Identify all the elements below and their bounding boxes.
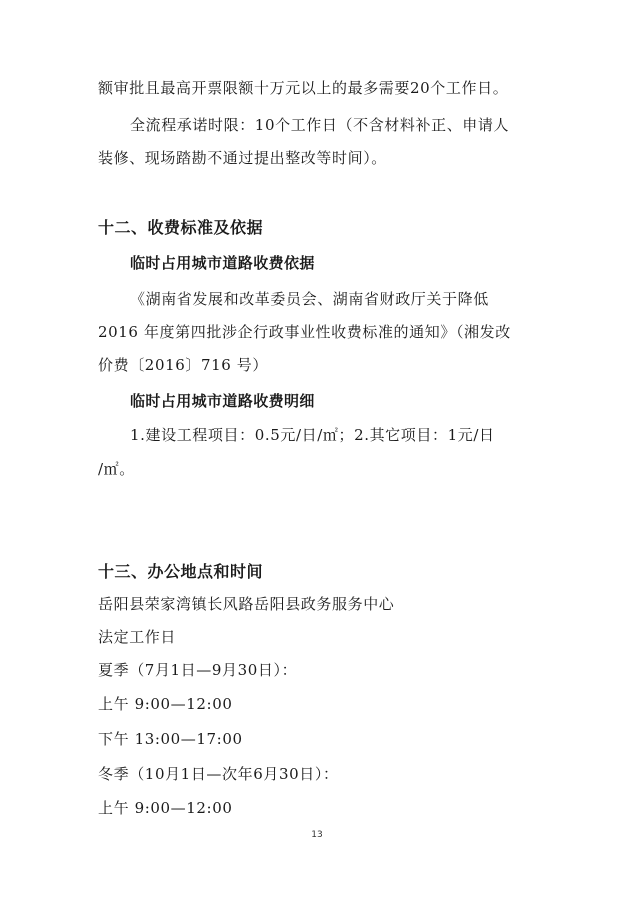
paragraph-line: /㎡。 (98, 460, 135, 478)
paragraph-line: 2016 年度第四批涉企行政事业性收费标准的通知》（湘发改 (98, 323, 511, 341)
paragraph-line: 全流程承诺时限：10个工作日（不含材料补正、申请人 (130, 116, 510, 134)
subheading-fee-basis: 临时占用城市道路收费依据 (130, 254, 315, 272)
summer-afternoon-hours: 下午 13:00—17:00 (98, 730, 243, 748)
section-heading-13: 十三、办公地点和时间 (98, 562, 264, 581)
paragraph-line: 额审批且最高开票限额十万元以上的最多需要20个工作日。 (98, 79, 509, 97)
subheading-fee-detail: 临时占用城市道路收费明细 (130, 392, 315, 410)
section-heading-12: 十二、收费标准及依据 (98, 218, 264, 237)
office-address: 岳阳县荣家湾镇长风路岳阳县政务服务中心 (98, 595, 395, 613)
summer-morning-hours: 上午 9:00—12:00 (98, 695, 233, 713)
paragraph-line: 价费〔2016〕716 号） (98, 356, 268, 374)
paragraph-line: 《湖南省发展和改革委员会、湖南省财政厅关于降低 (130, 290, 489, 308)
summer-schedule-label: 夏季（7月1日—9月30日）： (98, 661, 298, 679)
winter-schedule-label: 冬季（10月1日—次年6月30日）： (98, 765, 339, 783)
paragraph-line: 1.建设工程项目：0.5元/日/㎡；2.其它项目：1元/日 (130, 426, 495, 444)
workday-label: 法定工作日 (98, 628, 177, 646)
winter-morning-hours: 上午 9:00—12:00 (98, 799, 233, 817)
page-number: 13 (311, 830, 323, 840)
paragraph-line: 装修、现场踏勘不通过提出整改等时间）。 (98, 149, 387, 167)
